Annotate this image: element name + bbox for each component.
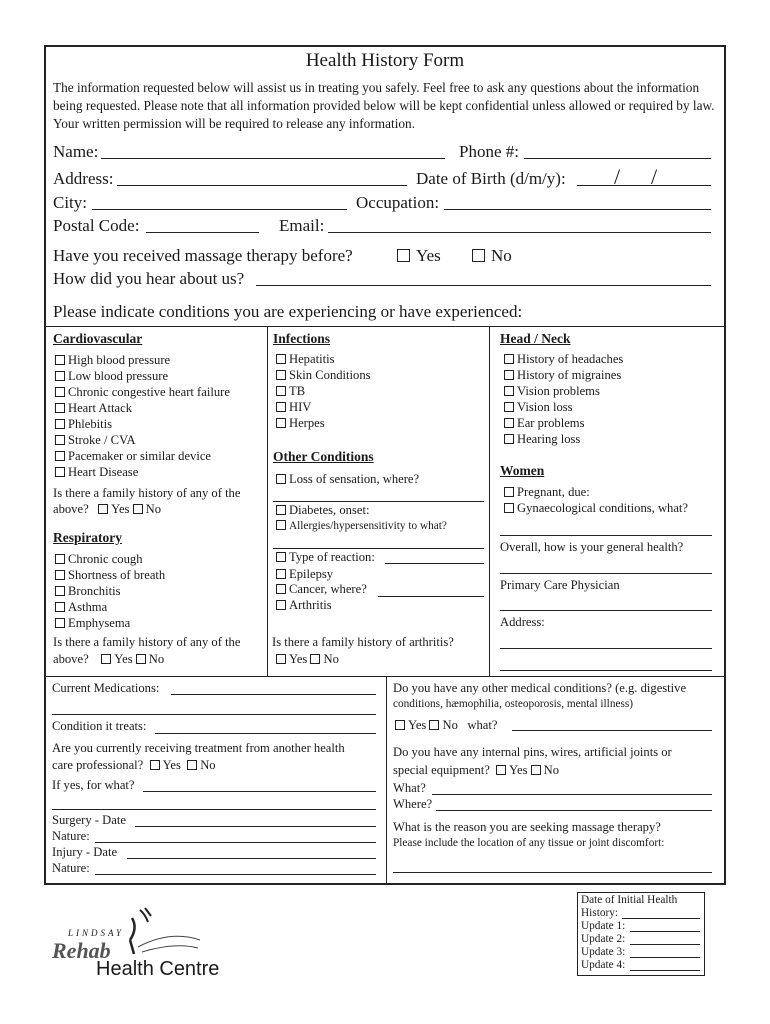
hear-field[interactable] xyxy=(256,285,711,286)
ifyes-field-2[interactable] xyxy=(52,809,376,810)
head-item[interactable]: Vision loss xyxy=(504,400,573,415)
checkbox[interactable] xyxy=(276,386,286,396)
checkbox[interactable] xyxy=(496,765,506,775)
update-2-label: Update 2: xyxy=(581,933,626,945)
condition-label: Condition it treats: xyxy=(52,719,147,733)
cardio-item[interactable]: High blood pressure xyxy=(55,353,170,368)
nature-label-2: Nature: xyxy=(52,861,90,875)
checkbox[interactable] xyxy=(276,520,286,530)
initial-history-label-2: History: xyxy=(581,907,619,919)
checkbox[interactable] xyxy=(55,371,65,381)
dob-slash-2: / xyxy=(651,164,658,189)
name-field[interactable] xyxy=(101,158,445,159)
divider xyxy=(44,326,726,327)
address-field[interactable] xyxy=(117,185,407,186)
checkbox[interactable] xyxy=(55,554,65,564)
pins-question: Do you have any internal pins, wires, artificial joints or xyxy=(393,745,672,759)
head-item[interactable]: Ear problems xyxy=(504,416,585,431)
treatment-question: Are you currently receiving treatment from another health xyxy=(52,741,345,755)
checkbox[interactable] xyxy=(55,403,65,413)
resp-family-answer: above? Yes No xyxy=(53,652,165,666)
divider xyxy=(386,676,387,885)
occupation-field[interactable] xyxy=(444,209,711,210)
cardio-item[interactable]: Stroke / CVA xyxy=(55,433,136,448)
cardio-item[interactable]: Chronic congestive heart failure xyxy=(55,385,230,400)
checkbox[interactable] xyxy=(133,504,143,514)
resp-family-question: Is there a family history of any of the xyxy=(53,635,241,649)
reaction-field[interactable] xyxy=(385,563,484,564)
checkbox[interactable] xyxy=(276,584,286,594)
checkbox[interactable] xyxy=(55,618,65,628)
phone-label: Phone #: xyxy=(459,142,519,161)
other-header: Other Conditions xyxy=(273,449,374,464)
form-title: Health History Form xyxy=(305,50,465,71)
update-4-field[interactable] xyxy=(630,970,700,971)
checkbox[interactable] xyxy=(276,654,286,664)
update-3-field[interactable] xyxy=(630,957,700,958)
checkbox[interactable] xyxy=(55,355,65,365)
head-item[interactable]: Hearing loss xyxy=(504,432,580,447)
gyn-field[interactable] xyxy=(500,535,712,536)
resp-item[interactable]: Chronic cough xyxy=(55,552,143,567)
medications-label: Current Medications: xyxy=(52,681,160,695)
checkbox[interactable] xyxy=(504,402,514,412)
update-1-field[interactable] xyxy=(630,931,700,932)
checkbox[interactable] xyxy=(55,586,65,596)
reason-question: What is the reason you are seeking massage therapy? xyxy=(393,820,661,834)
divider xyxy=(267,326,268,676)
physician-address-label: Address: xyxy=(500,615,545,629)
infections-header: Infections xyxy=(273,331,330,346)
infection-item[interactable]: Skin Conditions xyxy=(276,368,371,383)
infection-item[interactable]: TB xyxy=(276,384,305,399)
checkbox[interactable] xyxy=(504,354,514,364)
postal-field[interactable] xyxy=(146,232,259,233)
where-field[interactable] xyxy=(436,810,712,811)
other-conditions-field[interactable] xyxy=(512,730,712,731)
phone-field[interactable] xyxy=(524,158,711,159)
nature-field-1[interactable] xyxy=(95,842,376,843)
update-1-label: Update 1: xyxy=(581,920,626,932)
checkbox[interactable] xyxy=(531,765,541,775)
cardio-item[interactable]: Low blood pressure xyxy=(55,369,168,384)
checkbox[interactable] xyxy=(276,505,286,515)
reason-subtext: Please include the location of any tissue or joint discomfort: xyxy=(393,837,665,849)
checkbox[interactable] xyxy=(136,654,146,664)
checkbox[interactable] xyxy=(310,654,320,664)
injury-label: Injury - Date xyxy=(52,845,118,859)
nature-field-2[interactable] xyxy=(95,874,376,875)
infection-item[interactable]: HIV xyxy=(276,400,311,415)
where-label: Where? xyxy=(393,797,433,811)
dob-field[interactable] xyxy=(577,185,711,186)
checkbox[interactable] xyxy=(55,387,65,397)
condition-field[interactable] xyxy=(155,733,376,734)
physician-label: Primary Care Physician xyxy=(500,578,620,592)
checkbox[interactable] xyxy=(276,418,286,428)
checkbox[interactable] xyxy=(150,760,160,770)
resp-item[interactable]: Shortness of breath xyxy=(55,568,165,583)
resp-item[interactable]: Asthma xyxy=(55,600,107,615)
head-header: Head / Neck xyxy=(500,331,571,346)
checkbox[interactable] xyxy=(504,418,514,428)
checkbox[interactable] xyxy=(504,503,514,513)
checkbox[interactable] xyxy=(395,720,405,730)
resp-item[interactable]: Emphysema xyxy=(55,616,130,631)
cardio-item[interactable]: Pacemaker or similar device xyxy=(55,449,211,464)
overall-health-label: Overall, how is your general health? xyxy=(500,540,684,554)
massage-yes[interactable]: Yes xyxy=(397,246,441,266)
checkbox[interactable] xyxy=(55,570,65,580)
logo xyxy=(50,900,250,990)
divider xyxy=(44,676,726,677)
infection-item[interactable]: Hepatitis xyxy=(276,352,334,367)
other-cancer[interactable]: Cancer, where? xyxy=(276,582,367,597)
surgery-label: Surgery - Date xyxy=(52,813,126,827)
checkbox[interactable] xyxy=(504,487,514,497)
name-label: Name: xyxy=(53,142,99,161)
hear-question: How did you hear about us? xyxy=(53,269,245,288)
ifyes-field[interactable] xyxy=(143,791,376,792)
cardio-family-answer: above? Yes No xyxy=(53,502,162,516)
dob-label: Date of Birth (d/m/y): xyxy=(416,169,566,188)
what-field[interactable] xyxy=(432,794,712,795)
checkbox[interactable] xyxy=(55,435,65,445)
women-gyn[interactable]: Gynaecological conditions, what? xyxy=(504,501,688,516)
other-epilepsy[interactable]: Epilepsy xyxy=(276,567,333,582)
treatment-answer: care professional? Yes No xyxy=(52,758,216,772)
checkbox[interactable] xyxy=(55,419,65,429)
physician-address-field-2[interactable] xyxy=(500,670,712,671)
cancer-field[interactable] xyxy=(378,596,484,597)
other-conditions-answer: Yes No what? xyxy=(395,718,497,733)
nature-label-1: Nature: xyxy=(52,829,90,843)
cardio-item[interactable]: Heart Disease xyxy=(55,465,138,480)
arthritis-family-answer: Yes No xyxy=(276,652,339,667)
checkbox[interactable] xyxy=(55,451,65,461)
allergies-field[interactable] xyxy=(273,548,484,549)
resp-header: Respiratory xyxy=(53,530,122,545)
injury-field[interactable] xyxy=(127,858,376,859)
checkbox[interactable] xyxy=(504,370,514,380)
physician-field[interactable] xyxy=(500,610,712,611)
update-4-label: Update 4: xyxy=(581,959,626,971)
cardio-item[interactable]: Heart Attack xyxy=(55,401,132,416)
city-field[interactable] xyxy=(92,209,347,210)
checkbox[interactable] xyxy=(276,600,286,610)
dob-slash-1: / xyxy=(614,164,621,189)
medications-field[interactable] xyxy=(171,694,376,695)
overall-health-field[interactable] xyxy=(500,573,712,574)
checkbox[interactable] xyxy=(397,249,410,262)
loss-field[interactable] xyxy=(273,501,484,502)
logo-rehab: Rehab xyxy=(52,938,111,963)
postal-label: Postal Code: xyxy=(53,216,140,235)
other-conditions-question: Do you have any other medical conditions? (e.g. digestive xyxy=(393,681,687,695)
medications-field-2[interactable] xyxy=(52,714,376,715)
checkbox[interactable] xyxy=(98,504,108,514)
update-3-label: Update 3: xyxy=(581,946,626,958)
checkbox[interactable] xyxy=(101,654,111,664)
initial-history-label-1: Date of Initial Health xyxy=(581,894,678,906)
head-item[interactable]: History of migraines xyxy=(504,368,621,383)
other-diabetes[interactable]: Diabetes, onset: xyxy=(276,503,369,518)
cardio-item[interactable]: Phlebitis xyxy=(55,417,112,432)
cardio-header: Cardiovascular xyxy=(53,331,143,346)
head-item[interactable]: Vision problems xyxy=(504,384,600,399)
checkbox[interactable] xyxy=(55,467,65,477)
other-reaction[interactable]: Type of reaction: xyxy=(276,550,375,565)
other-conditions-examples: conditions, hæmophilia, osteoporosis, mental illness) xyxy=(393,698,634,710)
checkbox[interactable] xyxy=(276,569,286,579)
email-label: Email: xyxy=(279,216,325,235)
reason-field[interactable] xyxy=(393,872,712,873)
logo-health-centre: Health Centre xyxy=(96,958,220,980)
ifyes-label: If yes, for what? xyxy=(52,778,135,792)
checkbox[interactable] xyxy=(504,434,514,444)
women-pregnant[interactable]: Pregnant, due: xyxy=(504,485,590,500)
women-header: Women xyxy=(500,463,545,478)
checkbox[interactable] xyxy=(276,354,286,364)
checkbox[interactable] xyxy=(276,402,286,412)
arthritis-family-question: Is there a family history of arthritis? xyxy=(272,635,454,649)
initial-history-field[interactable] xyxy=(622,918,700,919)
checkbox[interactable] xyxy=(55,602,65,612)
massage-question: Have you received massage therapy before? xyxy=(53,246,353,265)
divider xyxy=(489,326,490,676)
checkbox[interactable] xyxy=(187,760,197,770)
other-loss[interactable]: Loss of sensation, where? xyxy=(276,472,419,487)
massage-no[interactable]: No xyxy=(472,246,512,266)
checkbox[interactable] xyxy=(429,720,439,730)
checkbox[interactable] xyxy=(276,370,286,380)
occupation-label: Occupation: xyxy=(356,193,440,212)
what-label: What? xyxy=(393,781,426,795)
surgery-field[interactable] xyxy=(135,826,376,827)
resp-item[interactable]: Bronchitis xyxy=(55,584,120,599)
update-2-field[interactable] xyxy=(630,944,700,945)
checkbox[interactable] xyxy=(504,386,514,396)
indicate-heading: Please indicate conditions you are experiencing or have experienced: xyxy=(53,302,523,321)
other-arthritis[interactable]: Arthritis xyxy=(276,598,332,613)
pins-answer: special equipment? Yes No xyxy=(393,763,560,777)
checkbox[interactable] xyxy=(472,249,485,262)
email-field[interactable] xyxy=(328,232,711,233)
checkbox[interactable] xyxy=(276,552,286,562)
city-label: City: xyxy=(53,193,88,212)
physician-address-field-1[interactable] xyxy=(500,648,712,649)
other-allergies[interactable]: Allergies/hypersensitivity to what? xyxy=(276,520,447,533)
cardio-family-question: Is there a family history of any of the xyxy=(53,486,241,500)
intro-text: The information requested below will assist us in treating you safely. Feel free to ask any questions about the information being requested. Please note that all information provided below will be kept confidential unless allowed or required by law. Your written permission will be required to release any information. xyxy=(53,80,715,131)
logo-lindsay: LINDSAY xyxy=(68,928,125,938)
address-label: Address: xyxy=(53,169,114,188)
infection-item[interactable]: Herpes xyxy=(276,416,325,431)
head-item[interactable]: History of headaches xyxy=(504,352,623,367)
checkbox[interactable] xyxy=(276,474,286,484)
